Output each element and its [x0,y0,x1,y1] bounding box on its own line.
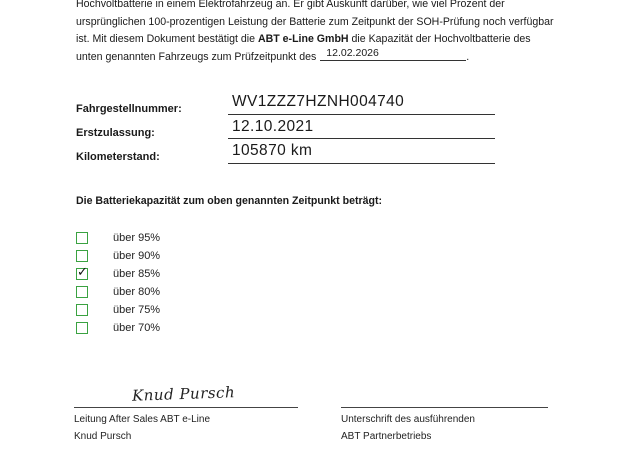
option-label-over-95: über 95% [113,232,161,244]
intro-line-2: ursprünglichen 100-prozentigen Leistung der Batterie zum Zeitpunkt der SOH-Prüfung noch verfügbar [76,15,554,28]
mileage-label: Kilometerstand: [76,151,160,163]
intro-line-4-post: . [466,50,470,63]
test-date: 12.02.2026 [320,47,466,61]
right-signature-line [341,407,548,408]
intro-line-3-post: die Kapazität der Hochvoltbatterie des [348,33,531,45]
mileage-value: 105870 km [232,142,313,159]
intro-line-4-pre: unten genannten Fahrzeugs zum Prüfzeitpunkt des [76,50,317,63]
mileage-line [228,163,495,164]
left-signer-role: Leitung After Sales ABT e-Line [74,414,211,425]
option-label-over-80: über 80% [113,286,161,298]
left-signature-line [74,407,298,408]
option-label-over-75: über 75% [113,304,161,316]
checkbox-over-80[interactable] [76,286,88,298]
option-label-over-90: über 90% [113,250,161,262]
vin-value: WV1ZZZ7HZNH004740 [232,93,405,110]
intro-line-4 [76,46,576,67]
intro-paragraph [76,0,576,66]
handwritten-signature: Knud Pursch [131,383,236,405]
vin-label: Fahrgestellnummer: [76,103,182,115]
checkbox-over-75[interactable] [76,304,88,316]
first-registration-label: Erstzulassung: [76,127,155,139]
first-registration-line [228,138,495,139]
checkmark-icon: ✓ [77,265,88,280]
capacity-question: Die Batteriekapazität zum oben genannten Zeitpunkt beträgt: [76,195,383,207]
vin-line [228,114,495,115]
intro-line-3-pre: ist. Mit diesem Dokument bestätigt die [76,33,258,45]
checkbox-over-90[interactable] [76,250,88,262]
option-label-over-85: über 85% [113,268,161,280]
right-signer-org: ABT Partnerbetriebs [341,431,432,442]
checkbox-over-70[interactable] [76,322,88,334]
first-registration-value: 12.10.2021 [232,118,314,135]
intro-line-1: Hochvoltbatterie in einem Elektrofahrzeug an. Er gibt Auskunft darüber, wie viel Prozent der [76,0,505,10]
option-label-over-70: über 70% [113,322,161,334]
right-signer-role: Unterschrift des ausführenden [341,414,475,425]
checkbox-over-85[interactable] [76,265,88,280]
checkbox-over-95[interactable] [76,232,88,244]
left-signer-name: Knud Pursch [74,431,132,442]
company-name: ABT e-Line GmbH [257,33,349,45]
